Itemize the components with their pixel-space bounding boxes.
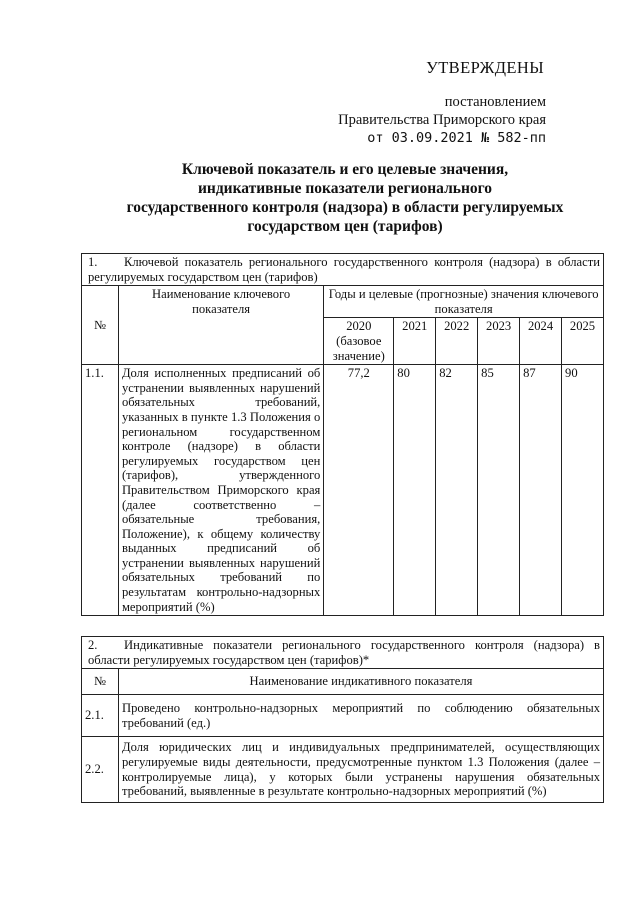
approval-line-government: Правительства Приморского края [338, 112, 546, 128]
section-1-number: 1. [88, 255, 98, 269]
row-indicative-name: Доля юридических лиц и индивидуальных предпринимателей, осуществляющих регулируемые виды деятельности, предусмотренные пунктом 1.3 Положения (далее – контролируемые лица), у которых были устранены нарушения обязательных требований, выявленные в результате контрольно-надзорных мероприятий (%) [119, 737, 604, 802]
value-2022: 82 [436, 365, 478, 616]
value-2023: 85 [478, 365, 520, 616]
section-2-title [82, 637, 604, 669]
year-2024: 2024 [520, 318, 562, 365]
value-2020: 77,2 [324, 365, 394, 616]
section-1-title [82, 254, 604, 286]
row-indicative-name: Проведено контрольно-надзорных мероприятий по соблюдению обязательных требований (ед.) [119, 695, 604, 737]
heading-line-2: индикативные показатели регионального [197, 180, 493, 197]
section-2-title-text: Индикативные показатели регионального государственного контроля (надзора) в области регулируемых государством цен (тарифов)* [88, 638, 600, 667]
heading-line-3: государственного контроля (надзора) в области регулируемых [126, 199, 564, 216]
value-2024: 87 [520, 365, 562, 616]
approval-line-resolution: постановлением [444, 94, 546, 110]
value-2025: 90 [562, 365, 604, 616]
table-row [82, 737, 604, 802]
value-2021: 80 [394, 365, 436, 616]
heading-line-1: Ключевой показатель и его целевые значения, [181, 161, 509, 178]
row-indicator-name: Доля исполненных предписаний об устранении выявленных нарушений обязательных требований, указанных в пункте 1.3 Положения о региональном государственном контроле (надзоре) в области регулируемых государством цен (тарифов), утвержденного Правительством Приморского края (далее соответственно – обязательные требования, Положение), к общему количеству выданных предписаний об устранении выявленных нарушений обязательных требований по результатам контрольно-надзорных мероприятий (%) [118, 365, 323, 616]
section-2-number: 2. [88, 638, 98, 652]
table-header-row [82, 286, 604, 318]
year-2025: 2025 [562, 318, 604, 365]
table-row [82, 365, 604, 616]
year-2020: 2020 (базовое значение) [324, 318, 394, 365]
approval-title: УТВЕРЖДЕНЫ [426, 58, 544, 77]
header-indicator-name: Наименование ключевого показателя [118, 286, 323, 365]
section-1-title-row [82, 254, 604, 286]
section-1-title-text: Ключевой показатель регионального государственного контроля (надзора) в области регулируемых государством цен (тарифов) [88, 255, 600, 284]
row-number: 2.2. [82, 737, 119, 802]
header-number: № [82, 286, 119, 365]
year-2023: 2023 [478, 318, 520, 365]
approval-line-date-number: от 03.09.2021 № 582-пп [367, 130, 546, 146]
header-number: № [82, 669, 119, 695]
row-number: 2.1. [82, 695, 119, 737]
key-indicator-table [81, 253, 604, 616]
header-indicative-name: Наименование индикативного показателя [119, 669, 604, 695]
row-number: 1.1. [82, 365, 119, 616]
year-2022: 2022 [436, 318, 478, 365]
heading-line-4: государством цен (тарифов) [247, 218, 443, 235]
table-header-row [82, 669, 604, 695]
section-2-title-row [82, 637, 604, 669]
indicative-indicators-table [81, 636, 604, 803]
document-heading [100, 160, 590, 236]
year-2021: 2021 [394, 318, 436, 365]
table-row [82, 695, 604, 737]
header-years: Годы и целевые (прогнозные) значения ключевого показателя [324, 286, 604, 318]
